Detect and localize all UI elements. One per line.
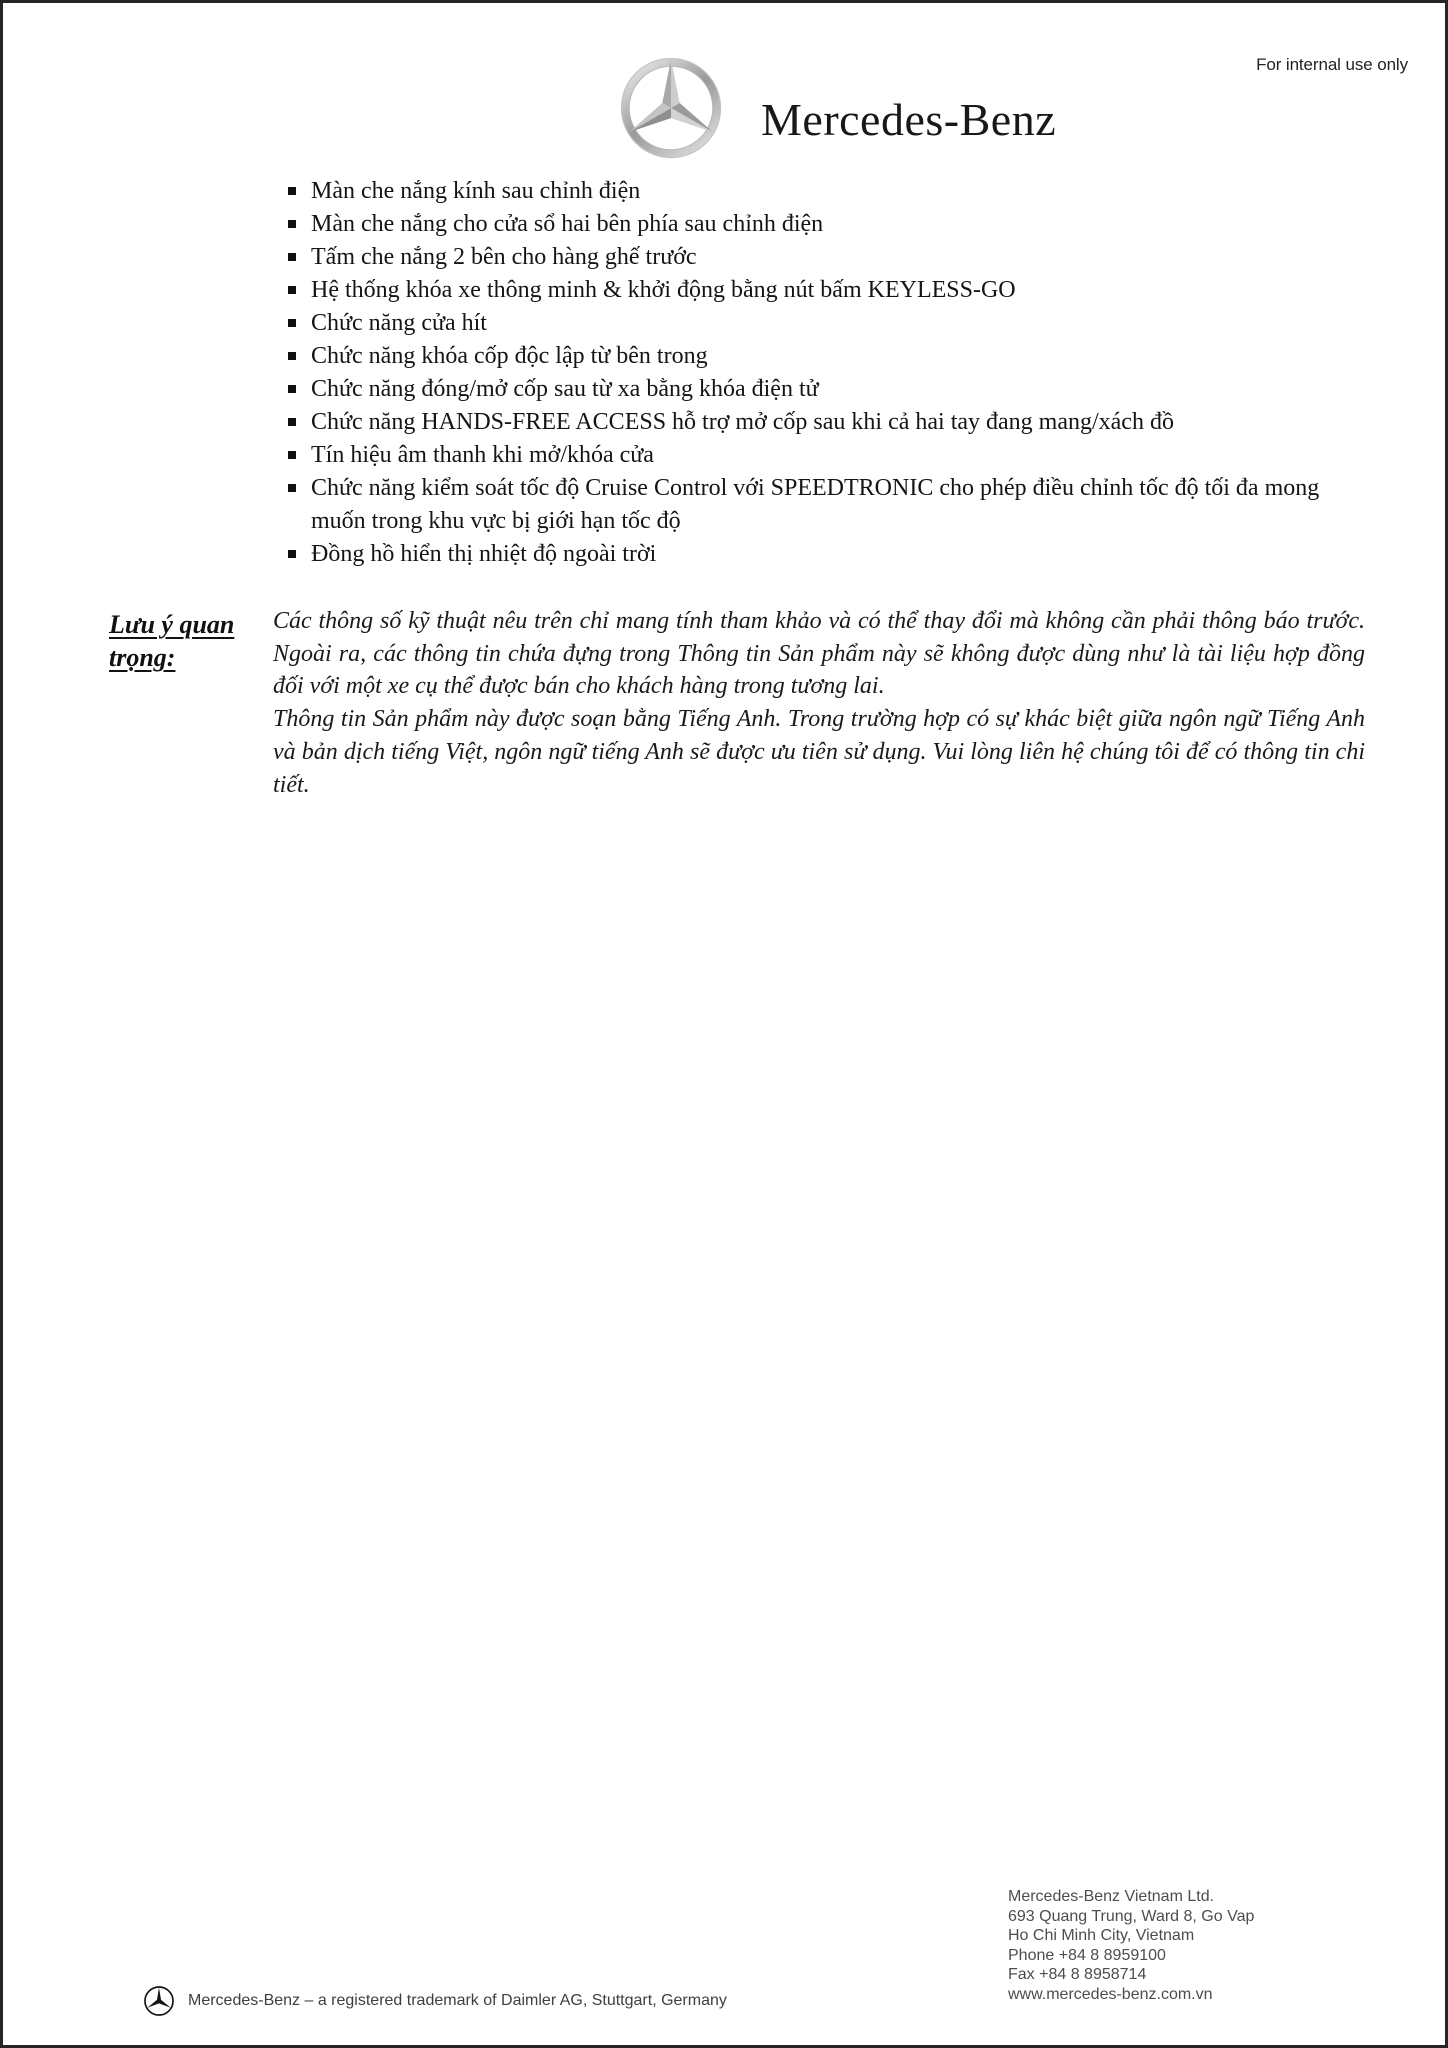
bullet-square-icon [288,253,296,261]
list-item [288,439,1373,472]
bullet-square-icon [288,220,296,228]
bullet-square-icon [288,418,296,426]
bullet-square-icon [288,451,296,459]
feature-text: Màn che nắng kính sau chỉnh điện [311,178,641,204]
company-address-block [1008,1887,1254,2004]
list-item [288,340,1373,373]
list-item [288,241,1373,274]
feature-text: Tín hiệu âm thanh khi mở/khóa cửa [311,442,654,468]
address-line: Phone +84 8 8959100 [1008,1946,1166,1964]
mercedes-star-outline-icon [142,1984,176,2018]
bullet-square-icon [288,352,296,360]
list-item [288,175,1373,208]
feature-text: Màn che nắng cho cửa sổ hai bên phía sau chỉnh điện [311,211,824,237]
website-url: www.mercedes-benz.com.vn [1008,1985,1213,2003]
address-line: Ho Chi Minh City, Vietnam [1008,1927,1195,1944]
feature-text: Hệ thống khóa xe thông minh & khởi động bằng nút bấm KEYLESS-GO [311,277,1016,303]
important-note-body [273,605,1365,801]
trademark-text: Mercedes-Benz – a registered trademark of Daimler AG, Stuttgart, Germany [188,1992,727,2009]
list-item [288,208,1373,241]
brand-wordmark: Mercedes-Benz [761,94,1057,145]
address-line: Fax +84 8 8958714 [1008,1966,1147,1983]
feature-text: Chức năng HANDS-FREE ACCESS hỗ trợ mở cốp sau khi cả hai tay đang mang/xách đồ [311,409,1174,435]
list-item [288,274,1373,307]
bullet-square-icon [288,550,296,558]
feature-text: Tấm che nắng 2 bên cho hàng ghế trước [311,244,697,270]
bullet-square-icon [288,286,296,294]
note-paragraph: Các thông số kỹ thuật nêu trên chỉ mang tính tham khảo và có thể thay đổi mà không cần phải thông báo trước. Ngoài ra, các thông tin chứa đựng trong Thông tin Sản phẩm này sẽ không được dùng như là tài liệu hợp đồng đối với một xe cụ thể được bán cho khách hàng trong tương lai. [273,608,1365,700]
list-item [288,538,1373,571]
trademark-footer [142,1984,727,2018]
address-line: 693 Quang Trung, Ward 8, Go Vap [1008,1907,1255,1925]
feature-list [288,175,1373,571]
feature-text: Chức năng đóng/mở cốp sau từ xa bằng khóa điện tử [311,376,819,402]
list-item [288,406,1373,439]
bullet-square-icon [288,484,296,492]
note-paragraph: Thông tin Sản phẩm này được soạn bằng Tiếng Anh. Trong trường hợp có sự khác biệt giữa ngôn ngữ Tiếng Anh và bản dịch tiếng Việt, ngôn ngữ tiếng Anh sẽ được ưu tiên sử dụng. Vui lòng liên hệ chúng tôi để có thông tin chi tiết. [273,706,1365,798]
bullet-square-icon [288,385,296,393]
bullet-square-icon [288,319,296,327]
important-note-label: Lưu ý quan trọng: [109,610,235,672]
feature-text: Đồng hồ hiển thị nhiệt độ ngoài trời [311,541,657,567]
list-item [288,472,1373,538]
feature-text: Chức năng kiểm soát tốc độ Cruise Control với SPEEDTRONIC cho phép điều chỉnh tốc độ tối đa mong muốn trong khu vực bị giới hạn tốc độ [311,475,1320,534]
mercedes-star-icon [616,53,726,163]
internal-use-note: For internal use only [1256,55,1408,74]
bullet-square-icon [288,187,296,195]
feature-text: Chức năng khóa cốp độc lập từ bên trong [311,343,708,369]
list-item [288,307,1373,340]
address-line: Mercedes-Benz Vietnam Ltd. [1008,1888,1215,1905]
list-item [288,373,1373,406]
feature-text: Chức năng cửa hít [311,310,487,336]
